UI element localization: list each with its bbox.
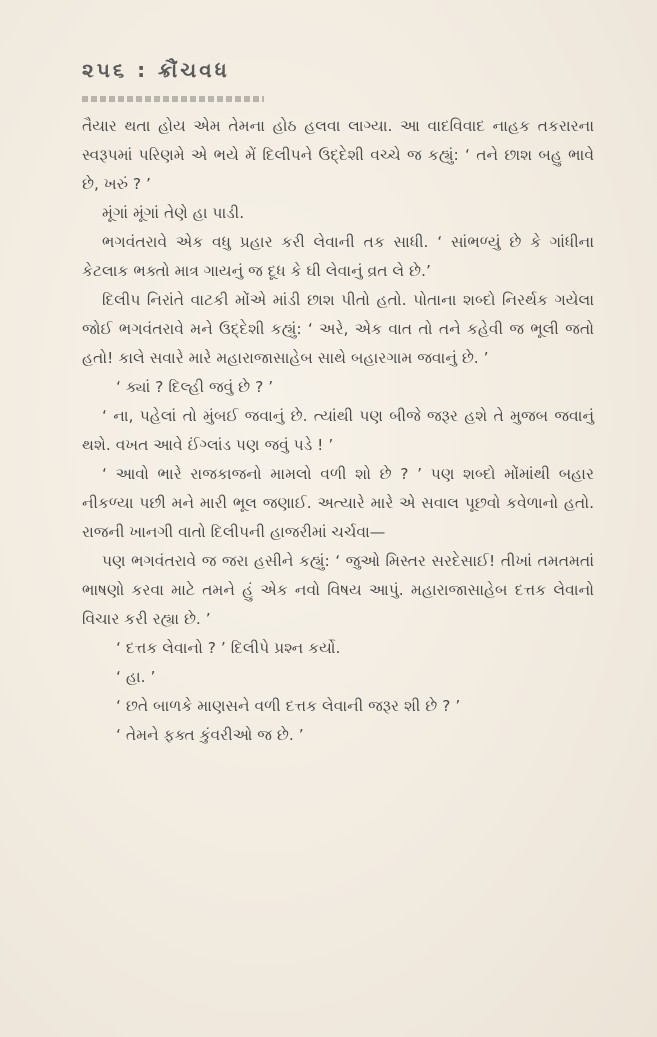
book-title: ક્રૌંચવધ — [158, 58, 230, 82]
header-separator: : — [137, 58, 149, 82]
page-number: ૨૫૬ — [82, 58, 128, 82]
paragraph-6: ‘ ના, પહેલાં તો મુંબઈ જવાનું છે. ત્યાંથી પણ બીજે જરૂર હશે તે મુજબ જવાનું થશે. વખત આવે ઈંગ્લાંડ પણ જવું પડે ! ’ — [82, 407, 594, 454]
running-header — [82, 58, 230, 82]
paragraph-3: ભગવંતરાવે એક વધુ પ્રહાર કરી લેવાની તક સાધી. ‘ સાંભળ્યું છે કે ગાંધીના કેટલાક ભક્તો માત્ર ગાયનું જ દૂધ કે ઘી લેવાનું વ્રત લે છે.’ — [82, 233, 594, 280]
paragraph-10: ‘ હા. ’ — [116, 668, 156, 686]
paragraph-4: દિલીપ નિરાંતે વાટકી મોંએ માંડી છાશ પીતો હતો. પોતાના શબ્દો નિરર્થક ગયેલા જોઈ ભગવંતરાવે મને ઉદ્દેશી કહ્યું: ‘ અરે, એક વાત તો તને કહેવી જ ભૂલી જતો હતો! કાલે સવારે મારે મહારાજાસાહેબ સાથે બહારગામ જવાનું છે. ’ — [82, 291, 594, 367]
paragraph-7: ‘ આવો ભારે રાજકાજનો મામલો વળી શો છે ? ’ પણ શબ્દો મોંમાંથી બહાર નીકળ્યા પછી મને મારી ભૂલ જણાઈ. અત્યારે મારે એ સવાલ પૂછવો કવેળાનો હતો. રાજની ખાનગી વાતો દિલીપની હાજરીમાં ચર્ચવા— — [82, 465, 594, 541]
header-divider — [82, 96, 264, 102]
page-body — [82, 112, 594, 750]
paragraph-5: ‘ ક્યાં ? દિલ્હી જવું છે ? ’ — [116, 378, 274, 396]
paragraph-9: ‘ દત્તક લેવાનો ? ’ દિલીપે પ્રશ્ન કર્યો. — [116, 639, 341, 657]
paragraph-1: તૈયાર થતા હોય એમ તેમના હોઠ હલવા લાગ્યા. આ વાદવિવાદ નાહક તકરારના સ્વરૂપમાં પરિણમે એ ભયે મેં દિલીપને ઉદ્દેશી વચ્ચે જ કહ્યું: ‘ તને છાશ બહુ ભાવે છે, ખરું ? ’ — [82, 117, 594, 193]
paragraph-11: ‘ છતે બાળકે માણસને વળી દત્તક લેવાની જરૂર શી છે ? ’ — [116, 697, 461, 715]
paragraph-2: મૂંગાં મૂંગાં તેણે હા પાડી. — [102, 204, 245, 222]
paragraph-8: પણ ભગવંતરાવે જ જરા હસીને કહ્યું: ‘ જુઓ મિસ્તર સરદેસાઈ! તીખાં તમતમતાં ભાષણો કરવા માટે તમને હું એક નવો વિષય આપું. મહારાજાસાહેબ દત્તક લેવાનો વિચાર કરી રહ્યા છે. ’ — [82, 552, 594, 628]
paragraph-12: ‘ તેમને ફક્ત કુંવરીઓ જ છે. ’ — [116, 726, 304, 744]
